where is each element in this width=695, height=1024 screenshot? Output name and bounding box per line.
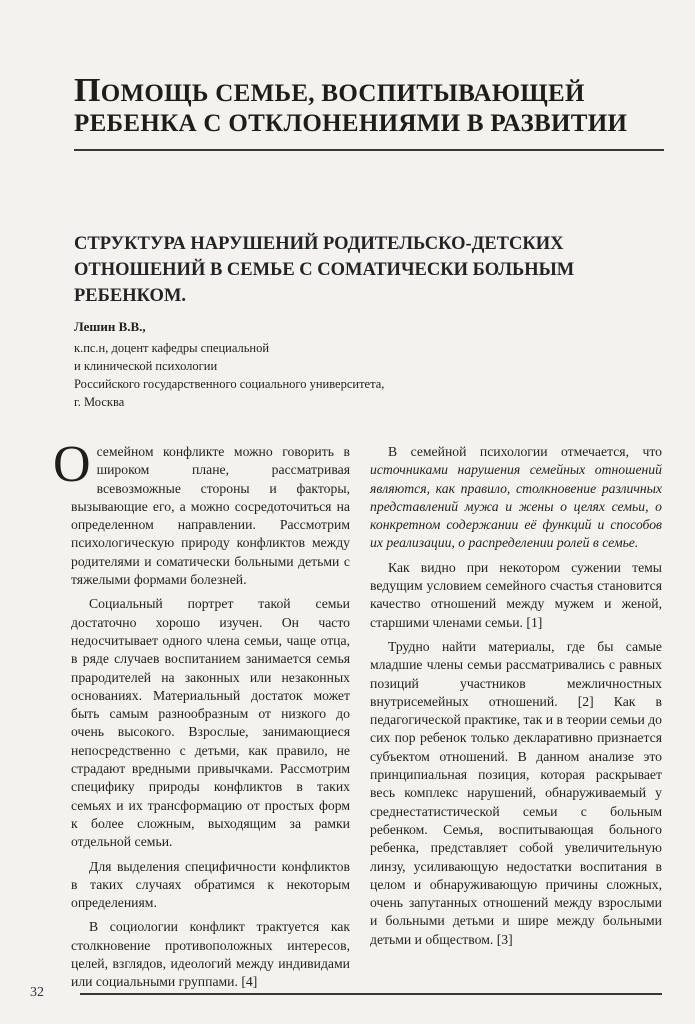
paragraph-text: семейном конфликте можно говорить в широком плане, рассматривая всевозможные стороны и факторы, вызывающие его, а можно сосредоточиться на определенном направлении. Рассмотрим психологическую природу конфликтов между родителями и соматически больными детьми с тяжелыми формами болезней. — [71, 444, 350, 588]
left-column — [53, 436, 350, 998]
author-affiliation — [74, 339, 384, 411]
section-heading-line2: РЕБЕНКА С ОТКЛОНЕНИЯМИ В РАЗВИТИИ — [74, 110, 628, 137]
italic-quote: источниками нарушения семейных отношений являются, как правило, столкновение различных представлений мужа и жены о целях семьи, о конкретном содержании её функций и способов их реализации, о распределении ролей в семье. — [370, 462, 662, 551]
footer-divider — [80, 993, 662, 995]
affiliation-line1: к.пс.н, доцент кафедры специальной — [74, 341, 270, 355]
affiliation-line2: и клинической психологии — [74, 359, 218, 373]
section-divider — [74, 149, 664, 151]
paragraph-text: В семейной психологии отмечается, что — [388, 444, 662, 459]
right-column — [370, 443, 662, 955]
page-number: 32 — [30, 985, 44, 1000]
paragraph: Для выделения специфичности конфликтов в таких случаях обратимся к некоторым определениям. — [71, 858, 350, 911]
paragraph: В социологии конфликт трактуется как столкновение противоположных интересов, целей, взглядов, идеологий между индивидами или социальными группами. [4] — [71, 919, 350, 990]
paragraph: Как видно при некотором сужении темы ведущим условием семейного счастья становится качество отношений между мужем и женой, старшими членами семьи. [1] — [370, 559, 662, 630]
paragraph — [53, 436, 350, 589]
paragraph: Социальный портрет такой семьи достаточно хорошо изучен. Он часто недосчитывает одного члена семьи, чаще отца, в ряде случаев воспитанием занимается семья прародителей на законных или незаконных основаниях. Материальный достаток может быть самым разнообразным от низкого до очень высокого. Взрослые, занимающиеся непосредственно с детьми, как правило, не страдают вредными привычками. Рассмотрим специфику природы конфликтов в таких семьях и их трансформацию от простых форм к более сложным, выходящим за рамки отдельной семьи. — [71, 596, 350, 850]
article-title-line2: ОТНОШЕНИЙ В СЕМЬЕ С СОМАТИЧЕСКИ БОЛЬНЫМ — [74, 260, 575, 280]
section-heading — [74, 72, 674, 139]
author-name: Лешин В.В., — [74, 319, 146, 334]
affiliation-line4: г. Москва — [74, 395, 125, 409]
paragraph — [370, 443, 662, 553]
section-heading-line1: ПОМОЩЬ СЕМЬЕ, ВОСПИТЫВАЮЩЕЙ — [74, 72, 585, 109]
affiliation-line3: Российского государственного социального университета, — [74, 377, 385, 391]
article-title-line1: СТРУКТУРА НАРУШЕНИЙ РОДИТЕЛЬСКО-ДЕТСКИХ — [74, 234, 564, 254]
article-title — [74, 231, 634, 309]
article-title-line3: РЕБЕНКОМ. — [74, 286, 187, 306]
drop-cap: О — [53, 436, 91, 493]
paragraph: Трудно найти материалы, где бы самые младшие члены семьи рассматривались с равных позиций участников межличностных внутрисемейных отношений. [2] Как в педагогической практике, так и в теории семьи до сих пор ребенок только декларативно признается субъектом отношений. В данном анализе это принципиальная позиция, которая раскрывает весь комплекс нарушений, обнаруживаемый у среднестатистической семьи с больным ребенком. Семья, воспитывающая больного ребенка, представляет собой увеличительную линзу, усиливающую недостатки воспитания в целом и обнаруживающую причины сложных, очень запутанных отношений между взрослыми и больными детьми и шире между больными детьми и обществом. [3] — [370, 638, 663, 947]
